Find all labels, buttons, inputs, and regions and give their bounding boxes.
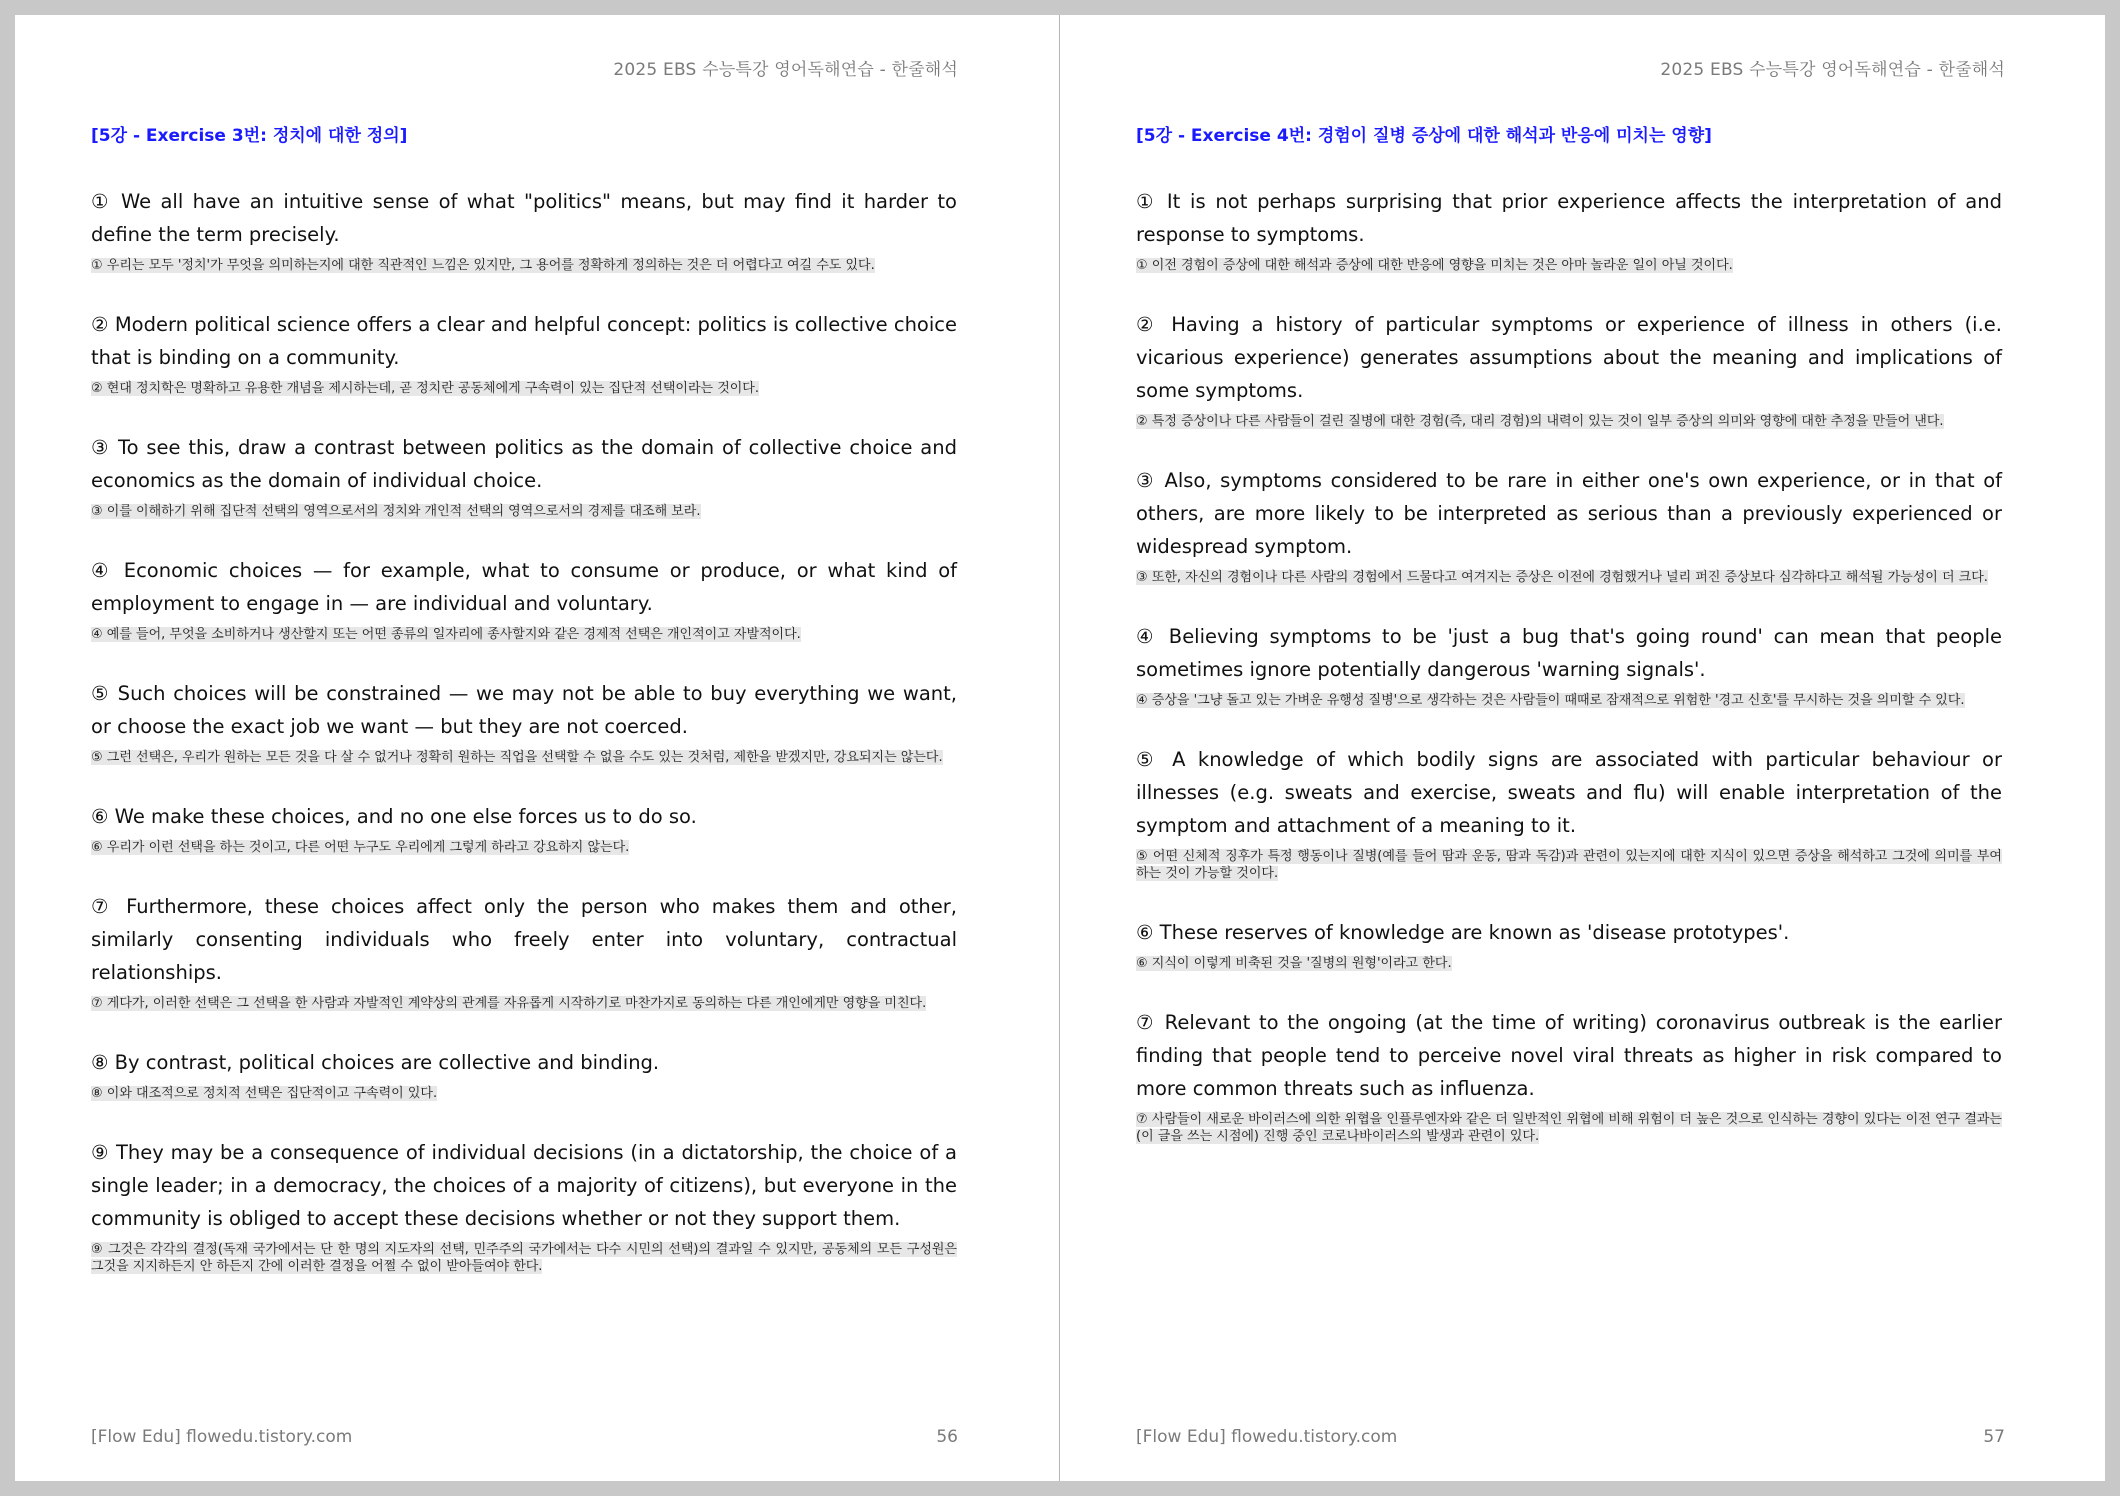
- english-sentence: ⑧ By contrast, political choices are collective and binding.: [91, 1051, 660, 1074]
- korean-translation: [1136, 413, 2002, 430]
- korean-translation: [91, 626, 957, 643]
- sentence-list: [1136, 185, 2002, 1179]
- sentence-item: [91, 677, 957, 766]
- korean-translation: [1136, 692, 2002, 709]
- sentence-item: [1136, 743, 2002, 882]
- korean-translation: [91, 380, 957, 397]
- english-sentence: ② Modern political science offers a clear and helpful concept: politics is collective choice that is binding on a community.: [91, 313, 957, 369]
- sentence-item: [1136, 308, 2002, 430]
- footer-site: [Flow Edu] flowedu.tistory.com: [1136, 1427, 1398, 1447]
- sentence-list: [91, 185, 957, 1309]
- sentence-item: [1136, 185, 2002, 274]
- sentence-item: [91, 800, 957, 856]
- sentence-item: [91, 1136, 957, 1275]
- english-sentence: ④ Believing symptoms to be 'just a bug that's going round' can mean that people sometimes ignore potentially dangerous 'warning signals'.: [1136, 625, 2002, 681]
- sentence-item: [1136, 916, 2002, 972]
- lesson-title: [5강 - Exercise 3번: 정치에 대한 정의]: [91, 126, 408, 146]
- english-sentence: ⑥ We make these choices, and no one else forces us to do so.: [91, 805, 697, 828]
- korean-translation-text: ⑥ 지식이 이렇게 비축된 것을 '질병의 원형'이라고 한다.: [1136, 956, 1452, 971]
- document-spread: [15, 15, 2105, 1481]
- running-header: 2025 EBS 수능특강 영어독해연습 - 한줄해석: [1660, 60, 2005, 80]
- korean-translation-text: ⑤ 어떤 신체적 징후가 특정 행동이나 질병(예를 들어 땀과 운동, 땀과 독감)과 관련이 있는지에 대한 지식이 있으면 증상을 해석하고 그것에 의미를 부여하는 것이 가능할 것이다.: [1136, 849, 2002, 881]
- korean-translation-text: ⑦ 게다가, 이러한 선택은 그 선택을 한 사람과 자발적인 계약상의 관계를 자유롭게 시작하기로 마찬가지로 동의하는 다른 개인에게만 영향을 미친다.: [91, 996, 927, 1011]
- korean-translation: [91, 1241, 957, 1275]
- english-sentence: ③ To see this, draw a contrast between politics as the domain of collective choice and economics as the domain of individual choice.: [91, 436, 957, 492]
- korean-translation: [1136, 1111, 2002, 1145]
- page-right: [1060, 15, 2105, 1481]
- korean-translation: [91, 257, 957, 274]
- korean-translation: [1136, 955, 2002, 972]
- english-sentence: ⑦ Relevant to the ongoing (at the time of writing) coronavirus outbreak is the earlier finding that people tend to perceive novel viral threats as higher in risk compared to more common threats such as influenza.: [1136, 1011, 2002, 1100]
- korean-translation-text: ③ 이를 이해하기 위해 집단적 선택의 영역으로서의 정치와 개인적 선택의 영역으로서의 경제를 대조해 보라.: [91, 504, 701, 519]
- english-sentence: ③ Also, symptoms considered to be rare in either one's own experience, or in that of others, are more likely to be interpreted as serious than a previously experienced or widespread symptom.: [1136, 469, 2002, 558]
- korean-translation: [1136, 569, 2002, 586]
- english-sentence: ⑦ Furthermore, these choices affect only the person who makes them and other, similarly consenting individuals who freely enter into voluntary, contractual relationships.: [91, 895, 957, 984]
- korean-translation: [91, 995, 957, 1012]
- sentence-item: [91, 890, 957, 1012]
- korean-translation: [91, 1085, 957, 1102]
- sentence-item: [1136, 464, 2002, 586]
- korean-translation-text: ④ 증상을 '그냥 돌고 있는 가벼운 유행성 질병'으로 생각하는 것은 사람들이 때때로 잠재적으로 위험한 '경고 신호'를 무시하는 것을 의미할 수 있다.: [1136, 693, 1965, 708]
- korean-translation-text: ⑤ 그런 선택은, 우리가 원하는 모든 것을 다 살 수 없거나 정확히 원하는 직업을 선택할 수 없을 수도 있는 것처럼, 제한을 받겠지만, 강요되지는 않는다.: [91, 750, 943, 765]
- lesson-title: [5강 - Exercise 4번: 경험이 질병 증상에 대한 해석과 반응에 미치는 영향]: [1136, 126, 1712, 146]
- korean-translation: [91, 749, 957, 766]
- footer-site: [Flow Edu] flowedu.tistory.com: [91, 1427, 353, 1447]
- korean-translation-text: ⑥ 우리가 이런 선택을 하는 것이고, 다른 어떤 누구도 우리에게 그렇게 하라고 강요하지 않는다.: [91, 840, 630, 855]
- korean-translation: [91, 503, 957, 520]
- korean-translation-text: ① 우리는 모두 '정치'가 무엇을 의미하는지에 대한 직관적인 느낌은 있지만, 그 용어를 정확하게 정의하는 것은 더 어렵다고 여길 수도 있다.: [91, 258, 875, 273]
- english-sentence: ① We all have an intuitive sense of what "politics" means, but may find it harder to define the term precisely.: [91, 190, 957, 246]
- english-sentence: ④ Economic choices — for example, what to consume or produce, or what kind of employment to engage in — are individual and voluntary.: [91, 559, 957, 615]
- korean-translation-text: ③ 또한, 자신의 경험이나 다른 사람의 경험에서 드물다고 여겨지는 증상은 이전에 경험했거나 널리 퍼진 증상보다 심각하다고 해석될 가능성이 더 크다.: [1136, 570, 1988, 585]
- korean-translation: [1136, 257, 2002, 274]
- sentence-item: [91, 554, 957, 643]
- page-number: 56: [936, 1427, 958, 1447]
- english-sentence: ⑤ A knowledge of which bodily signs are associated with particular behaviour or illnesses (e.g. sweats and exercise, sweats and flu) will enable interpretation of the symptom and attachment of a meaning to it.: [1136, 748, 2002, 837]
- korean-translation-text: ⑨ 그것은 각각의 결정(독재 국가에서는 단 한 명의 지도자의 선택, 민주주의 국가에서는 다수 시민의 선택)의 결과일 수 있지만, 공동체의 모든 구성원은 그것을 지지하든지 안 하든지 간에 이러한 결정을 어쩔 수 없이 받아들여야 한다.: [91, 1242, 957, 1274]
- sentence-item: [91, 185, 957, 274]
- korean-translation: [1136, 848, 2002, 882]
- page-left: [15, 15, 1060, 1481]
- korean-translation-text: ⑦ 사람들이 새로운 바이러스에 의한 위협을 인플루엔자와 같은 더 일반적인 위협에 비해 위험이 더 높은 것으로 인식하는 경향이 있다는 이전 연구 결과는 (이 글을 쓰는 시점에) 진행 중인 코로나바이러스의 발생과 관련이 있다.: [1136, 1112, 2002, 1144]
- korean-translation-text: ② 현대 정치학은 명확하고 유용한 개념을 제시하는데, 곧 정치란 공동체에게 구속력이 있는 집단적 선택이라는 것이다.: [91, 381, 759, 396]
- sentence-item: [91, 431, 957, 520]
- sentence-item: [91, 308, 957, 397]
- sentence-item: [91, 1046, 957, 1102]
- english-sentence: ⑥ These reserves of knowledge are known as 'disease prototypes'.: [1136, 921, 1790, 944]
- korean-translation: [91, 839, 957, 856]
- english-sentence: ⑨ They may be a consequence of individual decisions (in a dictatorship, the choice of a single leader; in a democracy, the choices of a majority of citizens), but everyone in the community is obliged to accept these decisions whether or not they support them.: [91, 1141, 957, 1230]
- english-sentence: ① It is not perhaps surprising that prior experience affects the interpretation of and response to symptoms.: [1136, 190, 2002, 246]
- sentence-item: [1136, 620, 2002, 709]
- english-sentence: ② Having a history of particular symptoms or experience of illness in others (i.e. vicarious experience) generates assumptions about the meaning and implications of some symptoms.: [1136, 313, 2002, 402]
- korean-translation-text: ④ 예를 들어, 무엇을 소비하거나 생산할지 또는 어떤 종류의 일자리에 종사할지와 같은 경제적 선택은 개인적이고 자발적이다.: [91, 627, 801, 642]
- korean-translation-text: ⑧ 이와 대조적으로 정치적 선택은 집단적이고 구속력이 있다.: [91, 1086, 438, 1101]
- sentence-item: [1136, 1006, 2002, 1145]
- page-number: 57: [1983, 1427, 2005, 1447]
- korean-translation-text: ② 특정 증상이나 다른 사람들이 걸린 질병에 대한 경험(즉, 대리 경험)의 내력이 있는 것이 일부 증상의 의미와 영향에 대한 추정을 만들어 낸다.: [1136, 414, 1944, 429]
- running-header: 2025 EBS 수능특강 영어독해연습 - 한줄해석: [613, 60, 958, 80]
- english-sentence: ⑤ Such choices will be constrained — we may not be able to buy everything we want, or choose the exact job we want — but they are not coerced.: [91, 682, 957, 738]
- korean-translation-text: ① 이전 경험이 증상에 대한 해석과 증상에 대한 반응에 영향을 미치는 것은 아마 놀라운 일이 아닐 것이다.: [1136, 258, 1733, 273]
